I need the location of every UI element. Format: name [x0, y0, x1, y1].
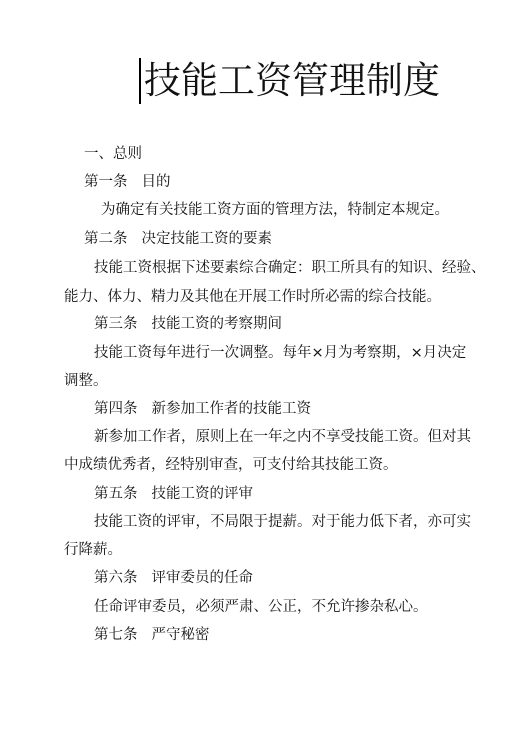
article-heading	[94, 568, 253, 588]
article-title: 新参加工作者的技能工资	[151, 401, 311, 417]
article-title: 决定技能工资的要素	[141, 231, 272, 247]
article-number: 第五条	[94, 486, 138, 502]
article-title: 严守秘密	[151, 627, 210, 643]
article-title: 技能工资的评审	[151, 486, 253, 502]
article-number: 第四条	[94, 401, 138, 417]
article-heading	[94, 484, 253, 504]
article-body-line: 中成绩优秀者，经特别审查，可支付给其技能工资。	[64, 457, 398, 473]
article-heading	[94, 625, 210, 645]
article-body-line: 任命评审委员，必须严肃、公正，不允许掺杂私心。	[94, 599, 428, 615]
article-title: 评审委员的任命	[151, 570, 253, 586]
article-title: 目的	[141, 174, 171, 190]
article-heading	[94, 399, 311, 419]
article-body-line: 调整。	[64, 373, 108, 389]
document-title: 技能工资管理制度	[144, 59, 440, 102]
article-heading	[84, 229, 272, 249]
article-body-line: 技能工资每年进行一次调整。每年×月为考察期，×月决定	[94, 345, 467, 361]
article-title: 技能工资的考察期间	[151, 316, 282, 332]
article-body-line: 技能工资根据下述要素综合确定：职工所具有的知识、经验、	[94, 260, 486, 276]
section-heading: 一、总则	[84, 146, 142, 162]
article-body-line: 能力、体力、精力及其他在开展工作时所必需的综合技能。	[64, 289, 441, 305]
article-body-line: 新参加工作者，原则上在一年之内不享受技能工资。但对其	[94, 429, 471, 445]
article-body-line: 行降薪。	[64, 542, 122, 558]
text-cursor	[139, 58, 141, 104]
article-number: 第三条	[94, 316, 138, 332]
article-number: 第六条	[94, 570, 138, 586]
article-number: 第一条	[84, 174, 128, 190]
article-heading	[84, 172, 171, 192]
article-number: 第七条	[94, 627, 138, 643]
article-heading	[94, 314, 282, 334]
article-number: 第二条	[84, 231, 128, 247]
article-body-line: 为确定有关技能工资方面的管理方法，特制定本规定。	[101, 202, 449, 218]
article-body-line: 技能工资的评审，不局限于提薪。对于能力低下者，亦可实	[94, 514, 471, 530]
